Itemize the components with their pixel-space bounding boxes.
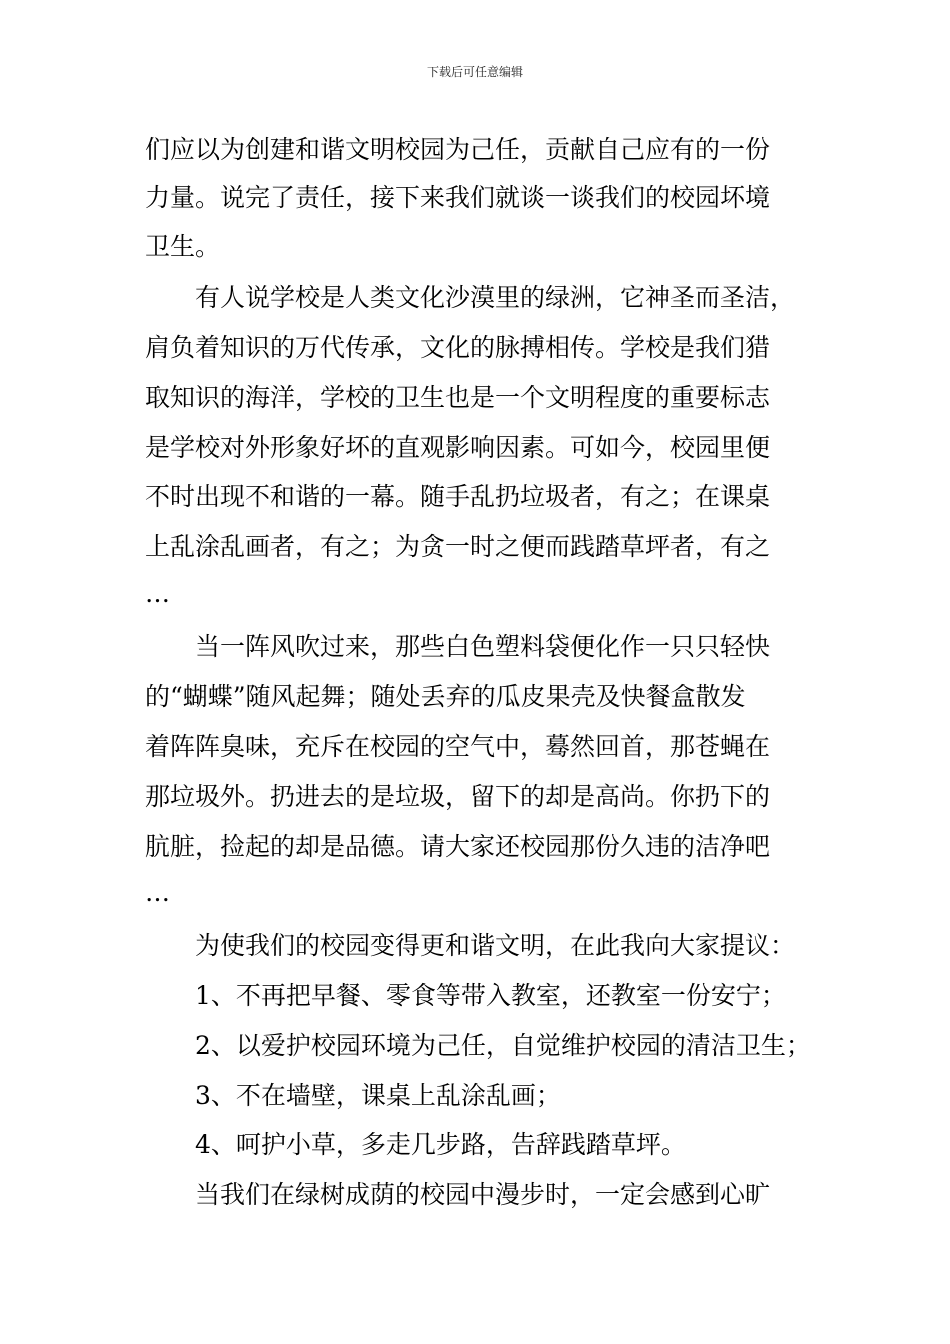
text-line: 4、呵护小草，多走几步路，告辞践踏草坪。 <box>145 1130 686 1159</box>
text-line: 肮脏，捡起的却是品德。请大家还校园那份久违的洁净吧 <box>145 832 771 861</box>
text-line: 那垃圾外。扔进去的是垃圾，留下的却是高尚。你扔下的 <box>145 782 771 811</box>
text-line: 着阵阵臭味，充斥在校园的空气中，蓦然回首，那苍蝇在 <box>145 732 771 761</box>
text-line: … <box>145 579 170 608</box>
text-line: 力量。说完了责任，接下来我们就谈一谈我们的校园坏境 <box>145 183 771 212</box>
text-line: 不时出现不和谐的一幕。随手乱扔垃圾者，有之；在课桌 <box>145 482 771 511</box>
text-line: 3、不在墙壁，课桌上乱涂乱画； <box>145 1081 561 1110</box>
text-line: 是学校对外形象好坏的直观影响因素。可如今，校园里便 <box>145 433 771 462</box>
text-line: 2、以爱护校园环境为己任，自觉维护校园的清洁卫生； <box>145 1031 811 1060</box>
text-line: 当一阵风吹过来，那些白色塑料袋便化作一只只轻快 <box>145 632 771 661</box>
text-line: 上乱涂乱画者，有之；为贪一时之便而践踏草坪者，有之 <box>145 532 771 561</box>
text-line: … <box>145 878 170 907</box>
text-line: 们应以为创建和谐文明校园为己任，贡献自己应有的一份 <box>145 135 771 164</box>
text-line: 为使我们的校园变得更和谐文明，在此我向大家提议： <box>145 931 796 960</box>
text-line: 卫生。 <box>145 232 221 261</box>
text-line: 1、不再把早餐、零食等带入教室，还教室一份安宁； <box>145 981 786 1010</box>
text-line: 当我们在绿树成荫的校园中漫步时，一定会感到心旷 <box>145 1180 771 1209</box>
page-header: 下载后可任意编辑 <box>426 65 523 79</box>
text-line: 的“蝴蝶”随风起舞；随处丢弃的瓜皮果壳及快餐盒散发 <box>145 682 746 711</box>
text-line: 有人说学校是人类文化沙漠里的绿洲，它神圣而圣洁， <box>145 283 796 312</box>
text-line: 肩负着知识的万代传承，文化的脉搏相传。学校是我们猎 <box>145 333 771 362</box>
text-line: 取知识的海洋，学校的卫生也是一个文明程度的重要标志 <box>145 383 771 412</box>
